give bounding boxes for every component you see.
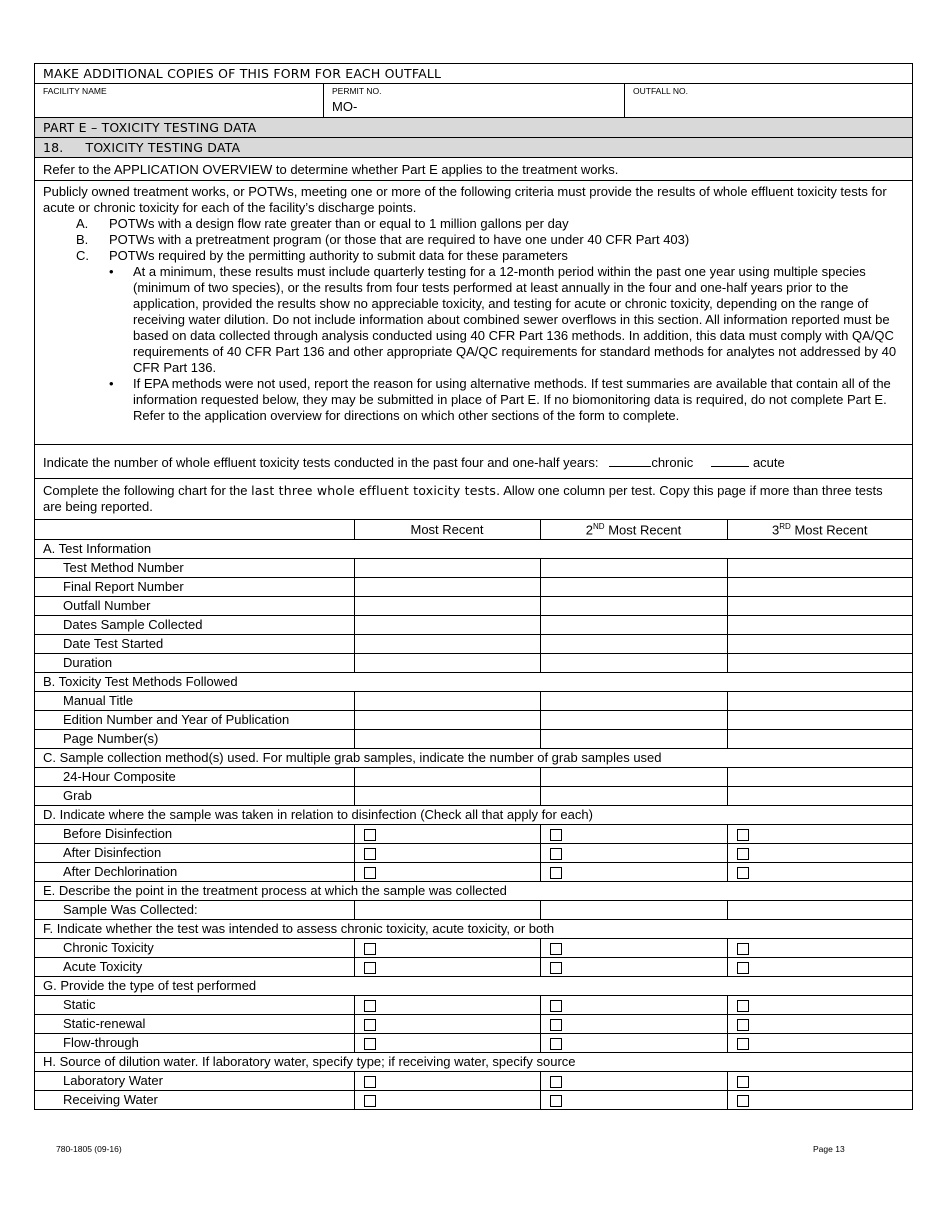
- facility-name-field[interactable]: [35, 84, 324, 117]
- permit-no-label: PERMIT NO.: [332, 86, 382, 96]
- input-cell[interactable]: [354, 615, 540, 634]
- checkbox[interactable]: [364, 829, 376, 841]
- section-label: E. Describe the point in the treatment process at which the sample was collected: [35, 881, 912, 900]
- intro-text: Refer to the APPLICATION OVERVIEW to determine whether Part E applies to the treatment works.: [35, 158, 912, 181]
- copies-banner: MAKE ADDITIONAL COPIES OF THIS FORM FOR EACH OUTFALL: [35, 64, 912, 84]
- input-cell[interactable]: [540, 710, 727, 729]
- row-label: Date Test Started: [35, 634, 354, 653]
- section-row: [35, 672, 912, 691]
- acute-label: acute: [752, 455, 785, 470]
- checkbox[interactable]: [737, 943, 749, 955]
- input-cell[interactable]: [540, 577, 727, 596]
- row-label: Duration: [35, 653, 354, 672]
- column-3rd-most-recent: 3RD Most Recent: [727, 520, 912, 539]
- input-cell[interactable]: [727, 900, 912, 919]
- test-count-text: Indicate the number of whole effluent toxicity tests conducted in the past four and one-half years:: [43, 455, 599, 470]
- table-row: [35, 995, 912, 1014]
- section-title-text: TOXICITY TESTING DATA: [85, 140, 241, 155]
- page-number: Page 13: [813, 1144, 845, 1154]
- row-label: Grab: [35, 786, 354, 805]
- input-cell[interactable]: [540, 558, 727, 577]
- table-row: [35, 729, 912, 748]
- table-row: [35, 710, 912, 729]
- input-cell[interactable]: [727, 767, 912, 786]
- checkbox[interactable]: [737, 1095, 749, 1107]
- input-cell[interactable]: [354, 596, 540, 615]
- input-cell[interactable]: [540, 634, 727, 653]
- chart-instructions: [35, 479, 912, 520]
- criteria-letter: B.: [76, 232, 89, 247]
- bullet-icon: •: [109, 376, 114, 391]
- acute-count-field[interactable]: [711, 454, 749, 467]
- checkbox[interactable]: [737, 1038, 749, 1050]
- criteria-block: [35, 181, 912, 445]
- input-cell[interactable]: [540, 691, 727, 710]
- criteria-item: [68, 232, 904, 248]
- row-label: Outfall Number: [35, 596, 354, 615]
- part-title: PART E – TOXICITY TESTING DATA: [35, 118, 912, 138]
- checkbox[interactable]: [737, 1019, 749, 1031]
- row-label: Laboratory Water: [35, 1071, 354, 1090]
- row-label: Sample Was Collected:: [35, 900, 354, 919]
- section-label: F. Indicate whether the test was intended to assess chronic toxicity, acute toxicity, or both: [35, 919, 912, 938]
- input-cell[interactable]: [540, 786, 727, 805]
- checkbox[interactable]: [550, 1095, 562, 1107]
- input-cell[interactable]: [354, 786, 540, 805]
- table-row: [35, 1033, 912, 1052]
- input-cell[interactable]: [727, 558, 912, 577]
- input-cell[interactable]: [354, 634, 540, 653]
- section-row: [35, 748, 912, 767]
- checkbox[interactable]: [364, 1038, 376, 1050]
- row-label: Chronic Toxicity: [35, 938, 354, 957]
- facility-name-label: FACILITY NAME: [43, 86, 107, 96]
- checkbox[interactable]: [550, 867, 562, 879]
- row-label: Test Method Number: [35, 558, 354, 577]
- table-row: [35, 596, 912, 615]
- input-cell[interactable]: [727, 729, 912, 748]
- input-cell[interactable]: [354, 767, 540, 786]
- outfall-no-field[interactable]: [625, 84, 912, 117]
- input-cell[interactable]: [540, 900, 727, 919]
- row-label: Static: [35, 995, 354, 1014]
- bullet-icon: •: [109, 264, 114, 279]
- row-label: Page Number(s): [35, 729, 354, 748]
- section-row: [35, 539, 912, 558]
- checkbox[interactable]: [550, 1076, 562, 1088]
- facility-row: [35, 84, 912, 118]
- chart-instructions-part2: Allow one column per test. Copy this page if more than three tests are being reported.: [43, 483, 883, 514]
- checkbox[interactable]: [364, 1000, 376, 1012]
- input-cell[interactable]: [727, 710, 912, 729]
- input-cell[interactable]: [354, 558, 540, 577]
- checkbox[interactable]: [364, 1076, 376, 1088]
- criteria-item: [68, 216, 904, 232]
- table-row: [35, 900, 912, 919]
- input-cell[interactable]: [727, 634, 912, 653]
- criteria-text: POTWs with a design flow rate greater than or equal to 1 million gallons per day: [109, 216, 569, 231]
- row-label: Before Disinfection: [35, 824, 354, 843]
- chart-instructions-emphasis: last three whole effluent toxicity tests.: [251, 483, 501, 498]
- input-cell[interactable]: [354, 710, 540, 729]
- input-cell[interactable]: [354, 653, 540, 672]
- checkbox[interactable]: [550, 848, 562, 860]
- table-row: [35, 938, 912, 957]
- chronic-label: chronic: [651, 455, 694, 470]
- checkbox[interactable]: [737, 829, 749, 841]
- table-row: [35, 615, 912, 634]
- section-label: D. Indicate where the sample was taken in relation to disinfection (Check all that apply for each): [35, 805, 912, 824]
- checkbox[interactable]: [737, 962, 749, 974]
- input-cell[interactable]: [540, 615, 727, 634]
- input-cell[interactable]: [727, 786, 912, 805]
- chronic-count-field[interactable]: [609, 454, 651, 467]
- checkbox[interactable]: [550, 829, 562, 841]
- checkbox[interactable]: [364, 867, 376, 879]
- table-row: [35, 691, 912, 710]
- input-cell[interactable]: [727, 615, 912, 634]
- criteria-bullet: [43, 376, 904, 424]
- criteria-bullet: [43, 264, 904, 376]
- row-label: Flow-through: [35, 1033, 354, 1052]
- row-label: Static-renewal: [35, 1014, 354, 1033]
- chart-instructions-part1: Complete the following chart for the: [43, 483, 252, 498]
- form-id: 780-1805 (09-16): [56, 1144, 122, 1154]
- row-label: Final Report Number: [35, 577, 354, 596]
- table-header-blank: [35, 520, 354, 539]
- criteria-item: [68, 248, 904, 264]
- row-label: Edition Number and Year of Publication: [35, 710, 354, 729]
- column-2nd-most-recent: 2ND Most Recent: [540, 520, 727, 539]
- table-header-row: [35, 520, 912, 539]
- section-label: H. Source of dilution water. If laboratory water, specify type; if receiving water, specify source: [35, 1052, 912, 1071]
- section-number: 18.: [43, 140, 64, 155]
- permit-no-field[interactable]: [324, 84, 625, 117]
- criteria-lead: Publicly owned treatment works, or POTWs, meeting one or more of the following criteria must provide the results of whole effluent toxicity tests for acute or chronic toxicity for each of the facility’s discharge points.: [43, 184, 887, 215]
- table-row: [35, 653, 912, 672]
- checkbox[interactable]: [737, 848, 749, 860]
- row-label: Dates Sample Collected: [35, 615, 354, 634]
- table-row: [35, 786, 912, 805]
- section-row: [35, 976, 912, 995]
- input-cell[interactable]: [727, 596, 912, 615]
- row-label: Acute Toxicity: [35, 957, 354, 976]
- input-cell[interactable]: [354, 577, 540, 596]
- bullet-text: At a minimum, these results must include quarterly testing for a 12-month period within the past one year using multiple species (minimum of two species), or the results from four tests performed at least annually in the four and one-half years prior to the application, provided the results show no appreciable toxicity, and testing for acute or chronic toxicity, depending on the range of receiving water dilution. Do not include information about combined sewer overflows in this section. All information reported must be based on data collected through analysis conducted using 40 CFR Part 136 methods. In addition, this data must comply with QA/QC requirements of 40 CFR Part 136 and other appropriate QA/QC requirements for standard methods for analytes not addressed by 40 CFR Part 136.: [133, 264, 897, 375]
- column-most-recent: Most Recent: [354, 520, 540, 539]
- checkbox[interactable]: [364, 1095, 376, 1107]
- row-label: Manual Title: [35, 691, 354, 710]
- table-row: [35, 1090, 912, 1109]
- section-row: [35, 881, 912, 900]
- permit-no-value: MO-: [332, 99, 358, 114]
- criteria-letter: C.: [76, 248, 89, 263]
- table-row: [35, 1071, 912, 1090]
- test-count-line: [35, 445, 912, 479]
- row-label: After Disinfection: [35, 843, 354, 862]
- row-label: Receiving Water: [35, 1090, 354, 1109]
- checkbox[interactable]: [550, 1038, 562, 1050]
- input-cell[interactable]: [540, 653, 727, 672]
- input-cell[interactable]: [540, 767, 727, 786]
- input-cell[interactable]: [727, 691, 912, 710]
- bullet-text: If EPA methods were not used, report the reason for using alternative methods. If test summaries are available that contain all of the information requested below, they may be submitted in place of Part E. If no biomonitoring data is required, do not complete Part E. Refer to the application overview for directions on which other sections of the form to complete.: [133, 376, 891, 423]
- section-row: [35, 1052, 912, 1071]
- input-cell[interactable]: [540, 729, 727, 748]
- input-cell[interactable]: [354, 691, 540, 710]
- section-label: A. Test Information: [35, 539, 912, 558]
- criteria-letter: A.: [76, 216, 89, 231]
- table-row: [35, 957, 912, 976]
- table-row: [35, 824, 912, 843]
- section-row: [35, 919, 912, 938]
- checkbox[interactable]: [737, 1076, 749, 1088]
- toxicity-form: [34, 63, 913, 1110]
- checkbox[interactable]: [364, 1019, 376, 1031]
- checkbox[interactable]: [550, 1000, 562, 1012]
- section-label: G. Provide the type of test performed: [35, 976, 912, 995]
- table-row: [35, 1014, 912, 1033]
- input-cell[interactable]: [727, 577, 912, 596]
- section-label: C. Sample collection method(s) used. For multiple grab samples, indicate the number of grab samples used: [35, 748, 912, 767]
- input-cell[interactable]: [540, 596, 727, 615]
- checkbox[interactable]: [364, 962, 376, 974]
- section-row: [35, 805, 912, 824]
- row-label: After Dechlorination: [35, 862, 354, 881]
- checkbox[interactable]: [737, 867, 749, 879]
- criteria-text: POTWs required by the permitting authority to submit data for these parameters: [109, 248, 568, 263]
- checkbox[interactable]: [550, 962, 562, 974]
- test-results-table: [35, 520, 912, 1109]
- table-row: [35, 558, 912, 577]
- table-row: [35, 767, 912, 786]
- input-cell[interactable]: [354, 900, 540, 919]
- outfall-no-label: OUTFALL NO.: [633, 86, 688, 96]
- section-title: [35, 138, 912, 158]
- table-row: [35, 843, 912, 862]
- table-row: [35, 634, 912, 653]
- checkbox[interactable]: [364, 943, 376, 955]
- checkbox[interactable]: [550, 943, 562, 955]
- checkbox[interactable]: [737, 1000, 749, 1012]
- table-row: [35, 862, 912, 881]
- criteria-text: POTWs with a pretreatment program (or those that are required to have one under 40 CFR Part 403): [109, 232, 690, 247]
- input-cell[interactable]: [354, 729, 540, 748]
- row-label: 24-Hour Composite: [35, 767, 354, 786]
- section-label: B. Toxicity Test Methods Followed: [35, 672, 912, 691]
- checkbox[interactable]: [550, 1019, 562, 1031]
- table-row: [35, 577, 912, 596]
- checkbox[interactable]: [364, 848, 376, 860]
- input-cell[interactable]: [727, 653, 912, 672]
